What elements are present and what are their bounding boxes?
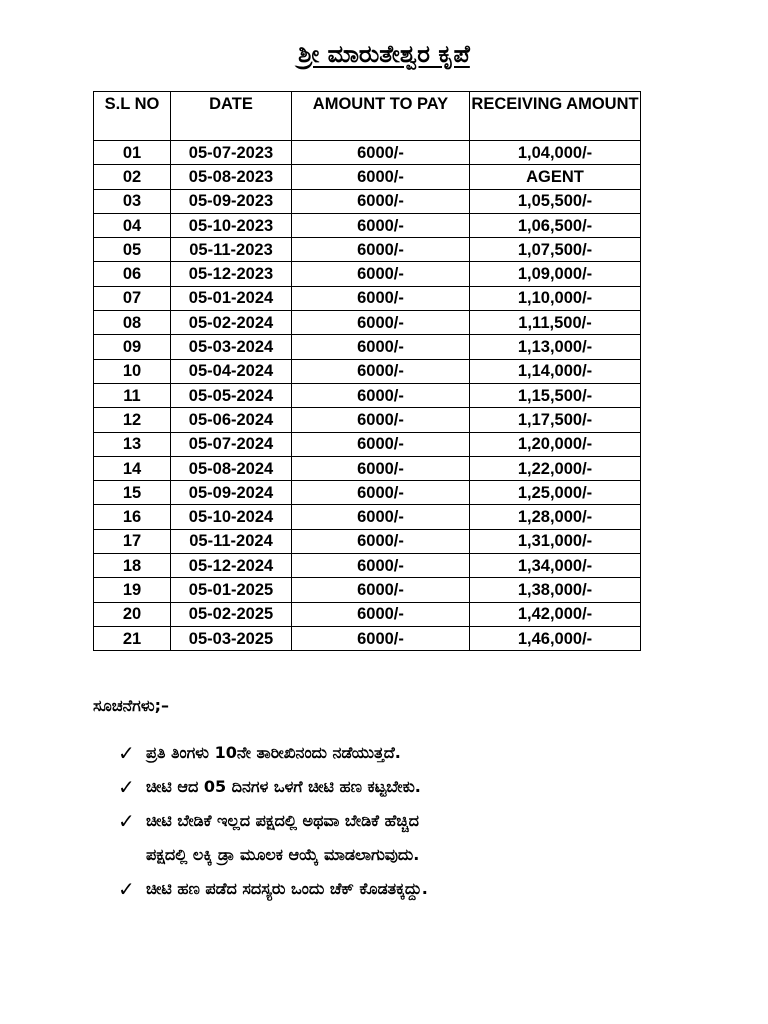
table-row (94, 578, 641, 602)
cell-receiving-amount: AGENT (470, 165, 641, 189)
table-row (94, 481, 641, 505)
cell-date: 05-07-2024 (171, 432, 292, 456)
cell-receiving-amount: 1,14,000/- (470, 359, 641, 383)
cell-date: 05-07-2023 (171, 141, 292, 165)
cell-date: 05-06-2024 (171, 408, 292, 432)
table-row (94, 505, 641, 529)
cell-date: 05-01-2024 (171, 286, 292, 310)
cell-receiving-amount: 1,20,000/- (470, 432, 641, 456)
table-row (94, 311, 641, 335)
cell-amount-to-pay: 6000/- (292, 626, 470, 650)
cell-amount-to-pay: 6000/- (292, 359, 470, 383)
cell-amount-to-pay: 6000/- (292, 141, 470, 165)
table-row (94, 189, 641, 213)
header-sl-no: S.L NO (94, 92, 171, 141)
cell-sl-no: 05 (94, 238, 171, 262)
cell-receiving-amount: 1,46,000/- (470, 626, 641, 650)
table-row (94, 529, 641, 553)
payment-schedule-table (93, 91, 641, 651)
cell-date: 05-11-2024 (171, 529, 292, 553)
document-title: ಶ್ರೀ ಮಾರುತೇಶ್ವರ ಕೃಪೆ (298, 40, 470, 68)
table-row (94, 408, 641, 432)
cell-date: 05-02-2025 (171, 602, 292, 626)
table-row (94, 456, 641, 480)
cell-sl-no: 13 (94, 432, 171, 456)
table-row (94, 383, 641, 407)
cell-sl-no: 12 (94, 408, 171, 432)
instructions-list (118, 736, 678, 906)
cell-date: 05-09-2023 (171, 189, 292, 213)
table-row (94, 141, 641, 165)
cell-amount-to-pay: 6000/- (292, 383, 470, 407)
table-row (94, 335, 641, 359)
cell-date: 05-08-2023 (171, 165, 292, 189)
cell-sl-no: 17 (94, 529, 171, 553)
table-row (94, 213, 641, 237)
check-mark-icon: ✓ (118, 775, 135, 799)
cell-receiving-amount: 1,04,000/- (470, 141, 641, 165)
cell-amount-to-pay: 6000/- (292, 529, 470, 553)
cell-amount-to-pay: 6000/- (292, 311, 470, 335)
cell-amount-to-pay: 6000/- (292, 238, 470, 262)
cell-sl-no: 21 (94, 626, 171, 650)
cell-amount-to-pay: 6000/- (292, 213, 470, 237)
cell-receiving-amount: 1,10,000/- (470, 286, 641, 310)
cell-date: 05-03-2024 (171, 335, 292, 359)
cell-amount-to-pay: 6000/- (292, 578, 470, 602)
instructions-title: ಸೂಚನೆಗಳು;– (93, 696, 169, 715)
table-row (94, 238, 641, 262)
cell-receiving-amount: 1,06,500/- (470, 213, 641, 237)
table-row (94, 432, 641, 456)
cell-sl-no: 19 (94, 578, 171, 602)
cell-receiving-amount: 1,28,000/- (470, 505, 641, 529)
cell-sl-no: 08 (94, 311, 171, 335)
cell-receiving-amount: 1,31,000/- (470, 529, 641, 553)
cell-receiving-amount: 1,07,500/- (470, 238, 641, 262)
cell-amount-to-pay: 6000/- (292, 335, 470, 359)
cell-receiving-amount: 1,34,000/- (470, 554, 641, 578)
cell-receiving-amount: 1,22,000/- (470, 456, 641, 480)
instruction-text: ಚೀಟಿ ಬೇಡಿಕೆ ಇಲ್ಲದ ಪಕ್ಷದಲ್ಲಿ ಅಥವಾ ಬೇಡಿಕೆ ಹೆಚ್ಚಿದ (146, 811, 419, 830)
cell-date: 05-03-2025 (171, 626, 292, 650)
cell-date: 05-10-2023 (171, 213, 292, 237)
cell-receiving-amount: 1,11,500/- (470, 311, 641, 335)
cell-sl-no: 14 (94, 456, 171, 480)
cell-amount-to-pay: 6000/- (292, 505, 470, 529)
cell-receiving-amount: 1,13,000/- (470, 335, 641, 359)
table-row (94, 165, 641, 189)
table-row (94, 286, 641, 310)
instruction-item (118, 736, 678, 770)
cell-amount-to-pay: 6000/- (292, 481, 470, 505)
cell-date: 05-12-2023 (171, 262, 292, 286)
cell-receiving-amount: 1,42,000/- (470, 602, 641, 626)
table-row (94, 262, 641, 286)
cell-sl-no: 18 (94, 554, 171, 578)
cell-amount-to-pay: 6000/- (292, 456, 470, 480)
cell-date: 05-09-2024 (171, 481, 292, 505)
cell-amount-to-pay: 6000/- (292, 602, 470, 626)
cell-amount-to-pay: 6000/- (292, 432, 470, 456)
check-mark-icon: ✓ (118, 741, 135, 765)
cell-date: 05-01-2025 (171, 578, 292, 602)
cell-receiving-amount: 1,05,500/- (470, 189, 641, 213)
cell-sl-no: 06 (94, 262, 171, 286)
cell-amount-to-pay: 6000/- (292, 262, 470, 286)
cell-date: 05-11-2023 (171, 238, 292, 262)
cell-amount-to-pay: 6000/- (292, 554, 470, 578)
cell-date: 05-05-2024 (171, 383, 292, 407)
cell-sl-no: 04 (94, 213, 171, 237)
cell-sl-no: 09 (94, 335, 171, 359)
table-row (94, 554, 641, 578)
check-mark-icon: ✓ (118, 877, 135, 901)
instruction-text: ಪಕ್ಷದಲ್ಲಿ ಲಕ್ಕಿ ಡ್ರಾ ಮೂಲಕ ಆಯ್ಕೆ ಮಾಡಲಾಗುವುದು. (146, 845, 420, 864)
cell-date: 05-12-2024 (171, 554, 292, 578)
cell-receiving-amount: 1,38,000/- (470, 578, 641, 602)
cell-sl-no: 07 (94, 286, 171, 310)
cell-amount-to-pay: 6000/- (292, 408, 470, 432)
instruction-item (118, 872, 678, 906)
cell-amount-to-pay: 6000/- (292, 189, 470, 213)
check-mark-icon: ✓ (118, 809, 135, 833)
instruction-text: ಪ್ರತಿ ತಿಂಗಳು 10ನೇ ತಾರೀಖಿನಂದು ನಡೆಯುತ್ತದೆ. (146, 743, 401, 762)
cell-date: 05-04-2024 (171, 359, 292, 383)
instruction-text: ಚೀಟಿ ಹಣ ಪಡೆದ ಸದಸ್ಯರು ಒಂದು ಚೆಕ್ ಕೊಡತಕ್ಕದ್ದು. (146, 879, 428, 898)
cell-sl-no: 15 (94, 481, 171, 505)
cell-sl-no: 16 (94, 505, 171, 529)
header-date: DATE (171, 92, 292, 141)
cell-sl-no: 03 (94, 189, 171, 213)
cell-receiving-amount: 1,15,500/- (470, 383, 641, 407)
cell-date: 05-10-2024 (171, 505, 292, 529)
cell-receiving-amount: 1,09,000/- (470, 262, 641, 286)
table-row (94, 359, 641, 383)
cell-date: 05-08-2024 (171, 456, 292, 480)
table-row (94, 602, 641, 626)
header-receiving-amount: RECEIVING AMOUNT (470, 92, 641, 141)
cell-sl-no: 10 (94, 359, 171, 383)
cell-receiving-amount: 1,17,500/- (470, 408, 641, 432)
instruction-item (118, 770, 678, 804)
cell-sl-no: 02 (94, 165, 171, 189)
cell-sl-no: 20 (94, 602, 171, 626)
cell-amount-to-pay: 6000/- (292, 286, 470, 310)
cell-date: 05-02-2024 (171, 311, 292, 335)
table-header-row (94, 92, 641, 141)
instruction-item (118, 804, 678, 872)
cell-amount-to-pay: 6000/- (292, 165, 470, 189)
cell-sl-no: 01 (94, 141, 171, 165)
header-amount-to-pay: AMOUNT TO PAY (292, 92, 470, 141)
instruction-text: ಚೀಟಿ ಆದ 05 ದಿನಗಳ ಒಳಗೆ ಚೀಟಿ ಹಣ ಕಟ್ಟಬೇಕು. (146, 777, 421, 796)
cell-receiving-amount: 1,25,000/- (470, 481, 641, 505)
cell-sl-no: 11 (94, 383, 171, 407)
table-row (94, 626, 641, 650)
